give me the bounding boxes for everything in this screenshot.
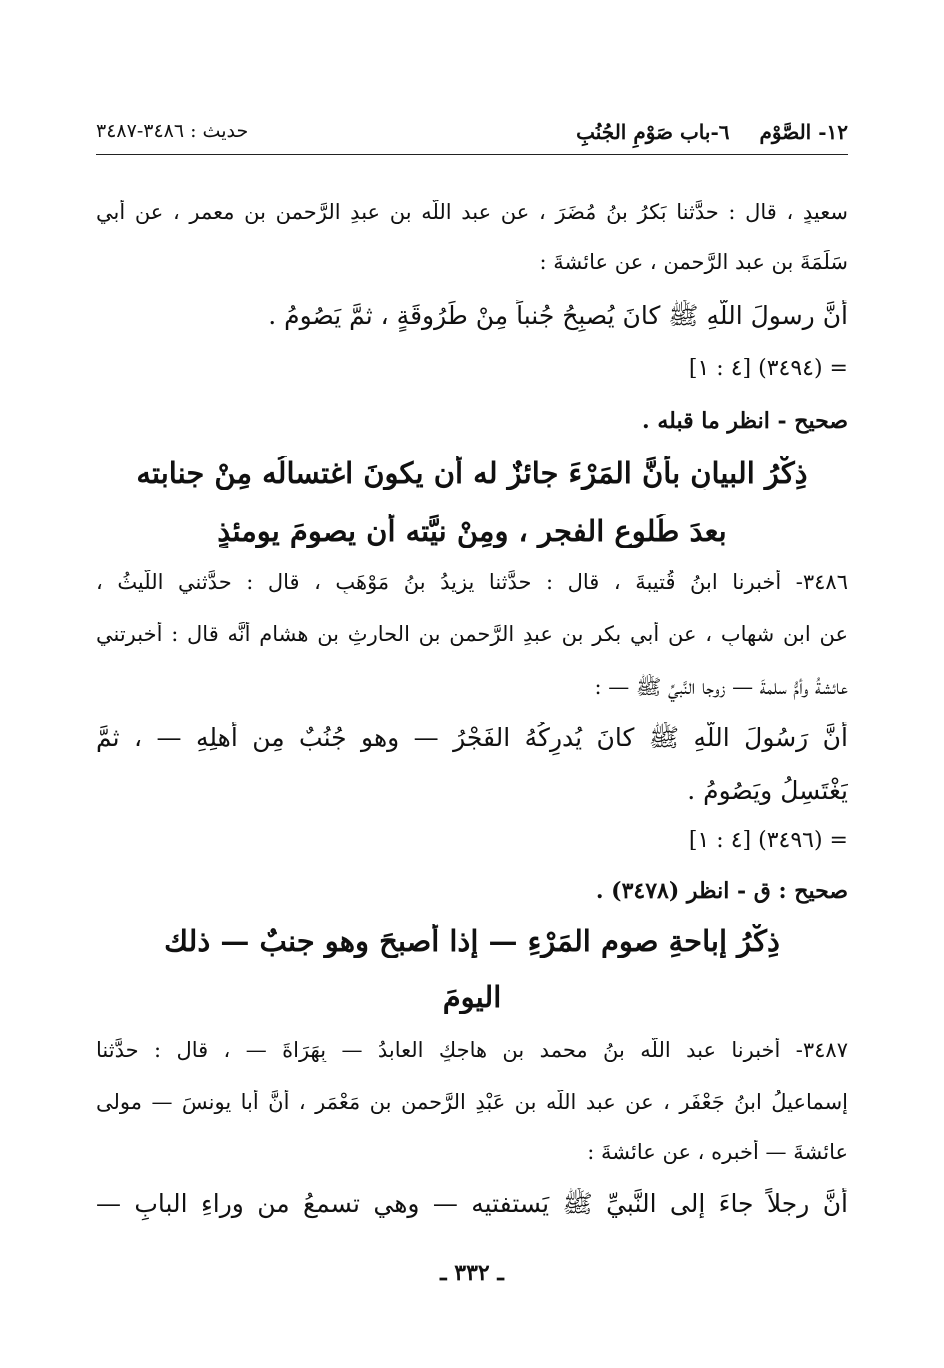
text-line: سَلَمَةَ بنِ عبد الرَّحمن ، عن عائشةَ : bbox=[539, 250, 848, 274]
hadith-text: أنَّ رسولَ اللَّهِ ﷺ كانَ يُصبِحُ جُنباً مِنْ طَرُوقَةٍ ، ثمَّ يَصُومُ . bbox=[268, 301, 848, 330]
book-page bbox=[96, 100, 848, 1320]
grading-line: صحيح : ق - انظر (٣٤٧٨) . bbox=[595, 878, 848, 904]
chapter-title-line: اليومَ bbox=[442, 980, 502, 1014]
reference-line: = (٣٤٩٦) [٤ : ١] bbox=[688, 828, 848, 853]
chapter-title: ١٢- الصَّوْم bbox=[759, 120, 848, 144]
section-title: ٦-باب صَوْمِ الجُنُبِ bbox=[576, 120, 730, 144]
page-number: ـ ٣٣٢ ـ bbox=[440, 1260, 504, 1286]
text-line: عائشةُ وأمُّ سلمةَ — زوجا النَّبيِّ ﷺ — : bbox=[594, 675, 848, 699]
text-line: إسماعيلُ ابنُ جَعْفَرٍ ، عن عبد اللَّه بنِ عَبْدِ الرَّحمن بن مَعْمَرٍ ، أنَّ أبا يونسَ — مولى bbox=[96, 1090, 848, 1114]
chapter-heading bbox=[576, 120, 848, 144]
text-line: ٣٤٨٧- أخبرنا عبد اللَّه بنُ محمد بنِ هاجكٍ العابدُ — بِهَرَاةَ — ، قال : حدَّثنا bbox=[96, 1038, 848, 1062]
hadith-text: يَغْتَسِلُ ويَصُومُ . bbox=[687, 776, 848, 805]
running-header bbox=[96, 114, 848, 155]
chapter-title-line: ذِكْرُ إباحةِ صومِ المَرْءِ — إذا أصبحَ وهو جنبٌ — ذلك bbox=[164, 924, 780, 958]
text-line: سعيدٍ ، قال : حدَّثنا بَكرُ بنُ مُضَرَ ، عن عبد اللَّه بنِ عبدِ الرَّحمنِ بنِ معمرٍ ، عن أبي bbox=[96, 200, 848, 224]
hadith-text: أنَّ رجلاً جاءَ إلى النَّبيِّ ﷺ يَستفتيه — وهي تسمعُ من وراءِ البابِ — bbox=[96, 1189, 848, 1218]
hadith-range: حديث : ٣٤٨٦-٣٤٨٧ bbox=[96, 120, 249, 142]
chapter-title-line: بعدَ طُلوعِ الفجرِ ، ومِنْ نيَّته أن يصومَ يومئذٍ bbox=[217, 514, 727, 548]
hadith-text: أنَّ رَسُولَ اللَّهِ ﷺ كانَ يُدرِكُهُ الفَجْرُ — وهو جُنُبٌ مِن أهلِهِ — ، ثمَّ bbox=[96, 723, 848, 752]
text-line: عن ابنِ شهابٍ ، عن أبي بكرِ بن عبدِ الرَّحمنِ بنِ الحارثِ بن هشام أنَّه قال : أخبرتني bbox=[96, 622, 848, 646]
chapter-title-line: ذِكْرُ البيانِ بأنَّ المَرْءَ جائزٌ له أن يكونَ اغتسالُه مِنْ جنابته bbox=[136, 456, 808, 490]
reference-line: = (٣٤٩٤) [٤ : ١] bbox=[688, 356, 848, 381]
text-line: عائشةَ — أخبره ، عن عائشةَ : bbox=[587, 1140, 848, 1164]
grading-line: صحيح - انظر ما قبله . bbox=[642, 408, 848, 434]
text-line: ٣٤٨٦- أخبرنا ابنُ قُتيبةَ ، قال : حدَّثنا يزيدُ بنُ مَوْهَبٍ ، قال : حدَّثني اللَّيثُ ، bbox=[96, 570, 848, 594]
